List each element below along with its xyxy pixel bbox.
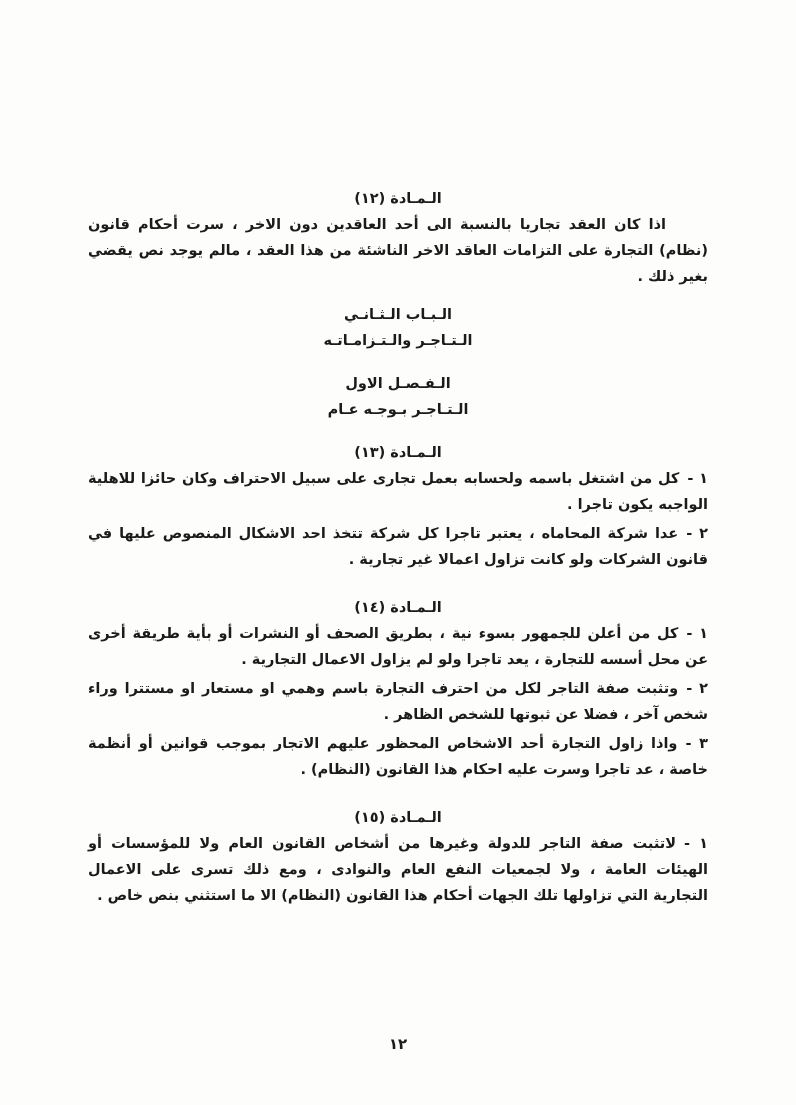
section-spacer bbox=[88, 573, 708, 595]
section-spacer bbox=[88, 423, 708, 440]
item-number-marker: ١ - bbox=[686, 626, 708, 642]
article-15-heading: الـمـادة (١٥) bbox=[354, 810, 442, 826]
item-number-marker: ٢ - bbox=[686, 526, 708, 542]
chapter-one-title: الـفـصـل الاول bbox=[345, 376, 451, 392]
item-text: كل من اشتغل باسمه ولحسابه بعمل تجارى على سبيل الاحتراف وكان حائزا للاهلية الواجبه يكون تاجرا . bbox=[88, 471, 708, 513]
article-14-item-3 bbox=[88, 731, 708, 783]
item-number-marker: ١ - bbox=[684, 836, 708, 852]
document-content bbox=[88, 186, 708, 909]
section-spacer bbox=[88, 354, 708, 371]
article-12-text: اذا كان العقد تجاريا بالنسبة الى أحد العاقدين دون الاخر ، سرت أحكام قانون (نظام) التجارة على التزامات العاقد الاخر الناشئة من هذا العقد ، مالم يوجد نص يقضي بغير ذلك . bbox=[88, 217, 708, 285]
page-number: ١٢ bbox=[388, 1035, 408, 1053]
item-number-marker: ١ - bbox=[687, 471, 708, 487]
article-15-item-1 bbox=[88, 831, 708, 909]
chapter-one-subtitle: الـتـاجـر بـوجـه عـام bbox=[327, 402, 469, 418]
article-13-heading: الـمـادة (١٣) bbox=[354, 445, 442, 461]
item-text: كل من أعلن للجمهور بسوء نية ، بطريق الصحف أو النشرات أو بأية طريقة أخرى عن محل أسسه للتجارة ، يعد تاجرا ولو لم يزاول الاعمال التجارية . bbox=[88, 626, 708, 668]
item-text: واذا زاول التجارة أحد الاشخاص المحظور عليهم الاتجار بموجب قوانين أو أنظمة خاصة ، عد تاجرا وسرت عليه احكام هذا القانون (النظام) . bbox=[88, 736, 708, 778]
article-13-item-1 bbox=[88, 466, 708, 518]
article-14-item-2 bbox=[88, 676, 708, 728]
section-spacer bbox=[88, 783, 708, 805]
article-12-heading: الـمـادة (١٢) bbox=[354, 191, 442, 207]
article-14-item-1 bbox=[88, 621, 708, 673]
part-two-title: الـبـاب الـثـانـي bbox=[343, 307, 453, 323]
item-text: لاتثبت صفة التاجر للدولة وغيرها من أشخاص القانون العام ولا للمؤسسات أو الهيئات العامة ، ولا لجمعيات النفع العام والنوادى ، ومع ذلك تسرى على الاعمال التجارية التي تزاولها تلك الجهات أحكام هذا القانون (النظام) الا ما استثني بنص خاص . bbox=[88, 836, 708, 904]
item-text: وتثبت صفة التاجر لكل من احترف التجارة باسم وهمي او مستعار او مستترا وراء شخص آخر ، فضلا عن ثبوتها للشخص الظاهر . bbox=[88, 681, 708, 723]
article-13-item-2 bbox=[88, 521, 708, 573]
article-14-heading: الـمـادة (١٤) bbox=[354, 600, 442, 616]
section-spacer bbox=[88, 290, 708, 302]
part-two-subtitle: الـتـاجـر والـتـزامـاتـه bbox=[323, 333, 473, 349]
item-number-marker: ٢ - bbox=[686, 681, 708, 697]
item-text: عدا شركة المحاماه ، يعتبر تاجرا كل شركة تتخذ احد الاشكال المنصوص عليها في قانون الشركات ولو كانت تزاول اعمالا غير تجارية . bbox=[88, 526, 708, 568]
item-number-marker: ٣ - bbox=[685, 736, 708, 752]
